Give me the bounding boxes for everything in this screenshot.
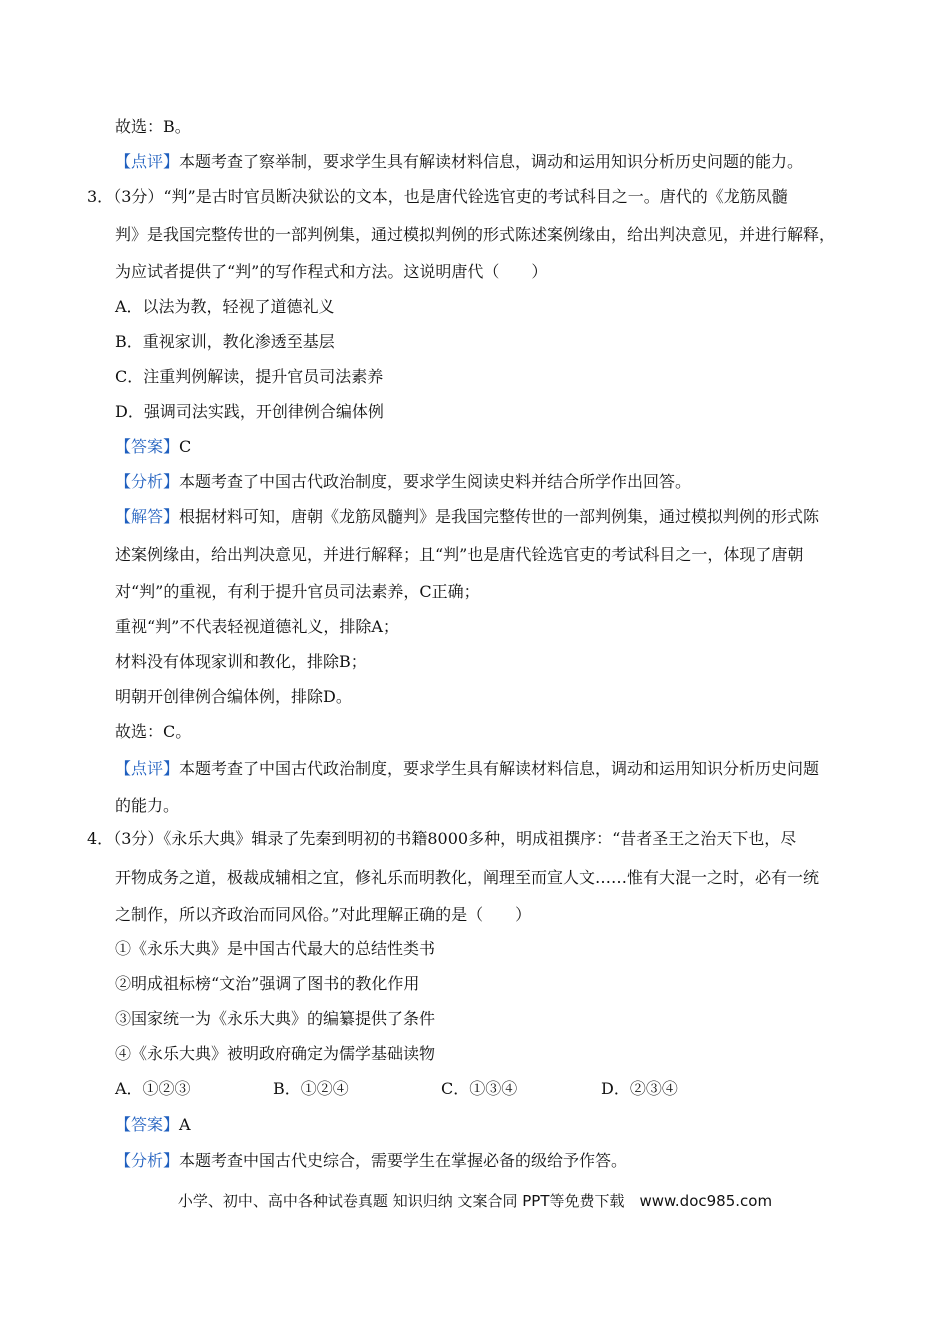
options-row [115, 1078, 815, 1100]
analysis-text: 本题考查中国古代史综合，需要学生在掌握必备的级给予作答。 [179, 1151, 628, 1170]
solution-row-3: 对“判”的重视，有利于提升官员司法素养，C正确； [115, 582, 480, 601]
solution-tag: 【解答】 [115, 507, 180, 526]
comment-row-2: 的能力。 [115, 796, 180, 815]
question-number: 3． [87, 187, 114, 206]
solution-text: 根据材料可知，唐朝《龙筋凤髓判》是我国完整传世的一部判例集，通过模拟判例的形式陈 [179, 507, 820, 526]
comment-text: 本题考查了中国古代政治制度，要求学生具有解读材料信息，调动和运用知识分析历史问题 [179, 759, 820, 778]
question-3-line-1 [87, 186, 788, 208]
statement-1: ①《永乐大典》是中国古代最大的总结性类书 [115, 939, 436, 958]
answer-row [115, 1114, 191, 1136]
comment-tag: 【点评】 [115, 759, 180, 778]
question-4-line-2: 开物成务之道，极裁成辅相之宜，修礼乐而明教化，阐理至而宣人文……惟有大混一之时，必有一统 [115, 868, 820, 887]
statement-4: ④《永乐大典》被明政府确定为儒学基础读物 [115, 1044, 436, 1063]
analysis-row [115, 1150, 627, 1172]
answer-row [115, 436, 191, 458]
question-4-line-1 [87, 828, 796, 850]
choice-row: 故选：C。 [115, 722, 192, 741]
answer-tag: 【答案】 [115, 1115, 180, 1134]
question-3-line-3: 为应试者提供了“判”的写作程式和方法。这说明唐代（ ） [115, 262, 548, 281]
comment-row-1 [115, 758, 819, 780]
answer-value: A [179, 1115, 191, 1134]
statement-2: ②明成祖标榜“文治”强调了图书的教化作用 [115, 974, 420, 993]
solution-row-4: 重视“判”不代表轻视道德礼义，排除A； [115, 617, 399, 636]
analysis-tag: 【分析】 [115, 1151, 180, 1170]
analysis-text: 本题考查了中国古代政治制度，要求学生阅读史料并结合所学作出回答。 [179, 472, 692, 491]
answer-value: C [179, 437, 192, 456]
answer-tag: 【答案】 [115, 437, 180, 456]
solution-row-2: 述案例缘由，给出判决意见，并进行解释；且“判”也是唐代铨选官吏的考试科目之一，体现了唐朝 [115, 545, 804, 564]
solution-row-6: 明朝开创律例合编体例，排除D。 [115, 687, 352, 706]
solution-row-1 [115, 506, 819, 528]
question-4-line-3: 之制作，所以齐政治而同风俗。”对此理解正确的是（ ） [115, 905, 532, 924]
option-c: C．注重判例解读，提升官员司法素养 [115, 367, 384, 386]
prev-comment [115, 151, 803, 173]
comment-text: 本题考查了察举制，要求学生具有解读材料信息，调动和运用知识分析历史问题的能力。 [179, 152, 804, 171]
analysis-row [115, 471, 691, 493]
option-b: B．重视家训，教化渗透至基层 [115, 332, 335, 351]
page-footer: 小学、初中、高中各种试卷真题 知识归纳 文案合同 PPT等免费下载 www.doc985.com [177, 1192, 773, 1210]
solution-row-5: 材料没有体现家训和教化，排除B； [115, 652, 367, 671]
question-number: 4． [87, 829, 114, 848]
prev-answer-choice: 故选：B。 [115, 117, 191, 136]
comment-tag: 【点评】 [115, 152, 180, 171]
option-a: A．①②③ [115, 1079, 191, 1098]
analysis-tag: 【分析】 [115, 472, 180, 491]
question-3-line-2: 判》是我国完整传世的一部判例集，通过模拟判例的形式陈述案例缘由，给出判决意见，并进行解释， [115, 225, 836, 244]
question-stem: （3分）《永乐大典》辑录了先秦到明初的书籍8000多种，明成祖撰序：“昔者圣王之治天下也，尽 [113, 829, 797, 848]
statement-3: ③国家统一为《永乐大典》的编纂提供了条件 [115, 1009, 436, 1028]
option-c: C．①③④ [441, 1079, 518, 1098]
question-stem: （3分）“判”是古时官员断决狱讼的文本，也是唐代铨选官吏的考试科目之一。唐代的《龙筋凤髓 [113, 187, 788, 206]
option-d: D．强调司法实践，开创律例合编体例 [115, 402, 384, 421]
option-d: D．②③④ [601, 1079, 678, 1098]
option-b: B．①②④ [273, 1079, 349, 1098]
option-a: A．以法为教，轻视了道德礼义 [115, 297, 335, 316]
